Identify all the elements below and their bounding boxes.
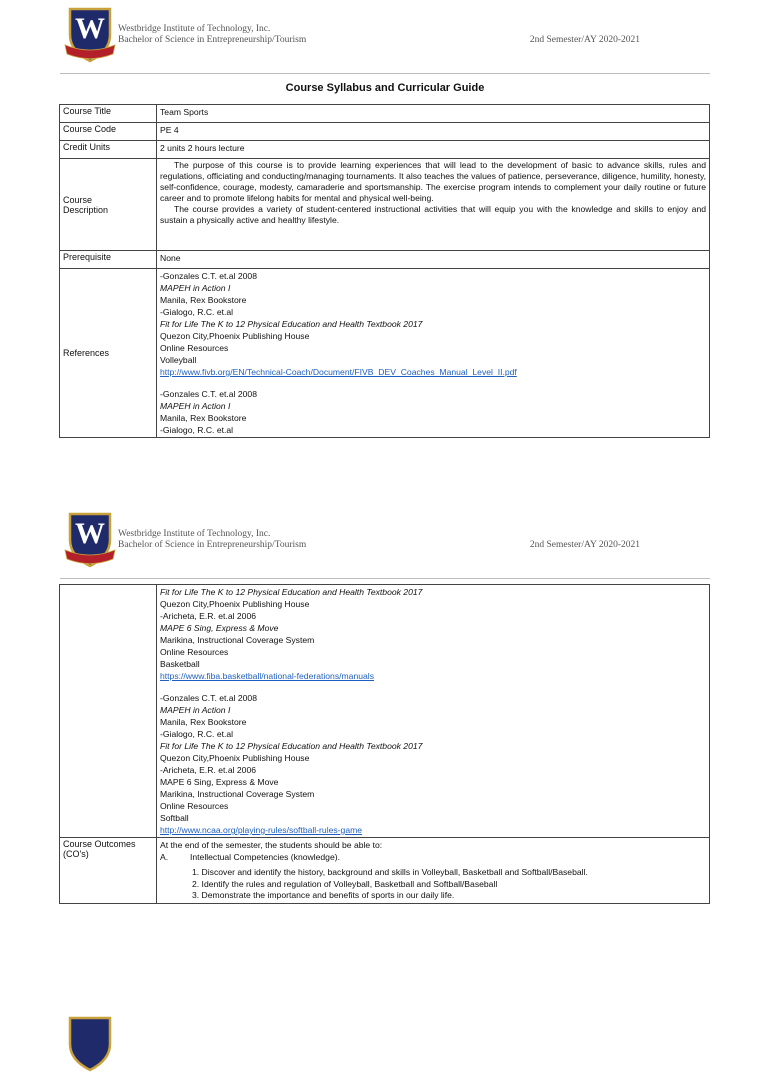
program-name: Bachelor of Science in Entrepreneurship/Tourism xyxy=(118,540,307,550)
reference-line: Softball xyxy=(160,813,189,823)
label-course-title: Course Title xyxy=(60,105,157,123)
reference-line: Online Resources xyxy=(160,801,229,811)
organization-info xyxy=(118,529,306,551)
reference-line: Fit for Life The K to 12 Physical Education and Health Textbook 2017 xyxy=(160,741,423,751)
reference-line: Online Resources xyxy=(160,343,229,353)
outcomes-intro: At the end of the semester, the students should be able to: xyxy=(160,840,383,850)
logo-letter: W xyxy=(75,12,105,45)
value-prerequisite: None xyxy=(157,251,710,269)
description-paragraph-1: The purpose of this course is to provide learning experiences that will lead to the development of basic to advance skills, rules and regulations, officiating and conducting/managing tournaments. It also teaches the values of patience, perseverance, diligence, humility, honesty, self-confidence, courage, modesty, camaraderie and sportsmanship. The exercise program intends to complement your daily routine or future career and to promote lifelong habits for mental and physical well-being. xyxy=(160,160,706,203)
reference-line: Manila, Rex Bookstore xyxy=(160,717,247,727)
reference-line: Fit for Life The K to 12 Physical Education and Health Textbook 2017 xyxy=(160,587,423,597)
reference-line: -Gonzales C.T. et.al 2008 xyxy=(160,389,257,399)
value-course-title: Team Sports xyxy=(157,105,710,123)
row-prerequisite xyxy=(60,251,710,269)
reference-line: -Gialogo, R.C. et.al xyxy=(160,307,234,317)
document-title: Course Syllabus and Curricular Guide xyxy=(285,82,485,94)
reference-line: MAPE 6 Sing, Express & Move xyxy=(160,777,279,787)
reference-line: Marikina, Instructional Coverage System xyxy=(160,789,315,799)
row-references xyxy=(60,269,710,438)
reference-line: Fit for Life The K to 12 Physical Education and Health Textbook 2017 xyxy=(160,319,423,329)
value-credit-units: 2 units 2 hours lecture xyxy=(157,141,710,159)
outcome-item: 2. Identify the rules and regulation of Volleyball, Basketball and Softball/Baseball xyxy=(192,878,498,889)
school-logo-icon xyxy=(64,510,116,570)
reference-line: Online Resources xyxy=(160,647,229,657)
volleyball-manual-link[interactable]: http://www.fivb.org/EN/Technical-Coach/Document/FIVB_DEV_Coaches_Manual_Level_II.pdf xyxy=(160,367,517,377)
reference-line: -Gialogo, R.C. et.al xyxy=(160,729,234,739)
reference-line: -Gialogo, R.C. et.al xyxy=(160,425,234,435)
semester-label: 2nd Semester/AY 2020-2021 xyxy=(529,35,640,45)
outcome-item: 3. Demonstrate the importance and benefits of sports in our daily life. xyxy=(192,890,455,900)
label-references-empty xyxy=(60,585,157,838)
reference-line: -Aricheta, E.R. et.al 2006 xyxy=(160,611,257,621)
reference-line: -Gonzales C.T. et.al 2008 xyxy=(160,271,257,281)
row-credit-units xyxy=(60,141,710,159)
value-course-code: PE 4 xyxy=(157,123,710,141)
description-paragraph-2: The course provides a variety of student-centered instructional activities that will equip you with the knowledge and skills to enjoy and sustain a physically active and healthy lifestyle. xyxy=(160,204,706,225)
org-name: Westbridge Institute of Technology, Inc. xyxy=(118,529,271,539)
school-logo-icon xyxy=(64,1014,116,1074)
organization-info xyxy=(118,24,306,46)
school-logo-icon xyxy=(64,5,116,65)
basketball-manual-link[interactable]: https://www.fiba.basketball/national-federations/manuals xyxy=(160,671,375,681)
page-header xyxy=(60,5,710,74)
reference-line: MAPEH in Action I xyxy=(160,705,231,715)
page-header xyxy=(60,510,710,579)
value-references-page1 xyxy=(157,269,710,438)
label-course-code: Course Code xyxy=(60,123,157,141)
reference-line: MAPEH in Action I xyxy=(160,401,231,411)
row-course-outcomes xyxy=(60,838,710,904)
row-references-continued xyxy=(60,585,710,838)
row-course-title xyxy=(60,105,710,123)
program-name: Bachelor of Science in Entrepreneurship/Tourism xyxy=(118,35,307,45)
row-course-description xyxy=(60,159,710,251)
label-course-description: Course Description xyxy=(60,159,157,251)
org-name: Westbridge Institute of Technology, Inc. xyxy=(118,24,271,34)
label-prerequisite: Prerequisite xyxy=(60,251,157,269)
reference-line: -Gonzales C.T. et.al 2008 xyxy=(160,693,257,703)
value-references-page2 xyxy=(157,585,710,838)
reference-line: Quezon City,Phoenix Publishing House xyxy=(160,753,310,763)
reference-line: Manila, Rex Bookstore xyxy=(160,413,247,423)
reference-line: MAPEH in Action I xyxy=(160,283,231,293)
reference-line: MAPE 6 Sing, Express & Move xyxy=(160,623,279,633)
softball-rules-link[interactable]: http://www.ncaa.org/playing-rules/softball-rules-game xyxy=(160,825,363,835)
row-course-code xyxy=(60,123,710,141)
value-course-outcomes xyxy=(157,838,710,904)
reference-line: Manila, Rex Bookstore xyxy=(160,295,247,305)
label-course-outcomes: Course Outcomes (CO's) xyxy=(60,838,157,904)
semester-label: 2nd Semester/AY 2020-2021 xyxy=(529,540,640,550)
outcome-item: 1. Discover and identify the history, background and skills in Volleyball, Basketball and Softball/Baseball. xyxy=(192,867,588,877)
reference-line: Quezon City,Phoenix Publishing House xyxy=(160,331,310,341)
logo-letter: W xyxy=(75,517,105,550)
reference-line: Marikina, Instructional Coverage System xyxy=(160,635,315,645)
outcome-category-a: A. Intellectual Competencies (knowledge). xyxy=(160,852,340,862)
reference-line: Basketball xyxy=(160,659,200,669)
value-course-description xyxy=(157,159,710,251)
label-credit-units: Credit Units xyxy=(60,141,157,159)
reference-line: Volleyball xyxy=(160,355,197,365)
reference-line: Quezon City,Phoenix Publishing House xyxy=(160,599,310,609)
outcome-list xyxy=(160,867,706,902)
reference-line: -Aricheta, E.R. et.al 2006 xyxy=(160,765,257,775)
label-references: References xyxy=(60,269,157,438)
syllabus-table-page1 xyxy=(59,104,710,438)
syllabus-table-page2 xyxy=(59,584,710,904)
